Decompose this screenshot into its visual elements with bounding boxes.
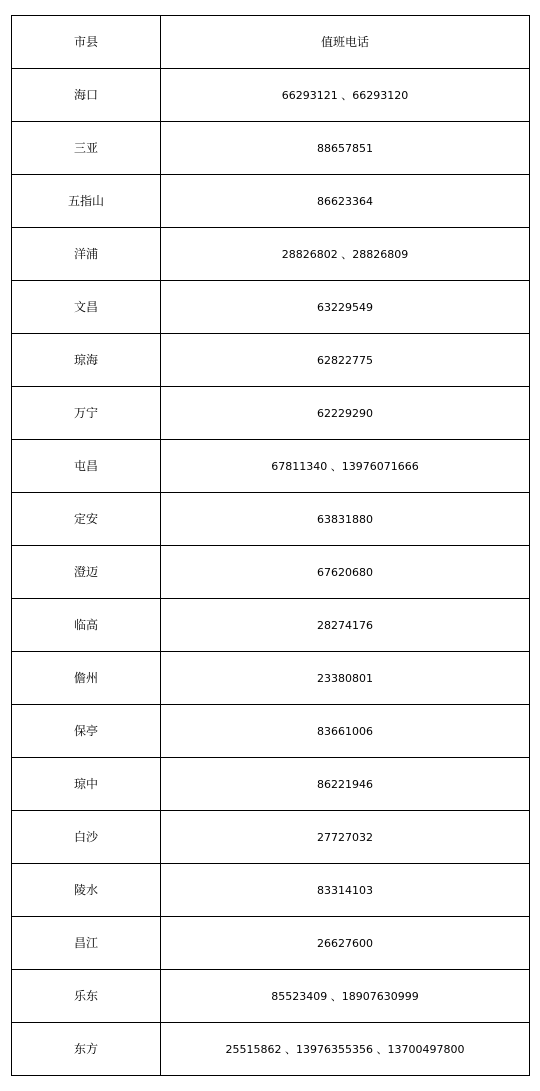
city-cell: 定安 — [12, 493, 161, 546]
city-cell: 洋浦 — [12, 228, 161, 281]
city-cell: 儋州 — [12, 652, 161, 705]
city-cell: 乐东 — [12, 970, 161, 1023]
phone-cell: 67620680 — [161, 546, 530, 599]
phone-cell: 63831880 — [161, 493, 530, 546]
phone-cell: 62229290 — [161, 387, 530, 440]
city-cell: 临高 — [12, 599, 161, 652]
phone-cell: 63229549 — [161, 281, 530, 334]
phone-cell: 88657851 — [161, 122, 530, 175]
table-row — [12, 69, 530, 122]
city-cell: 琼中 — [12, 758, 161, 811]
phone-cell: 25515862 、13976355356 、13700497800 — [161, 1023, 530, 1076]
phone-cell: 28274176 — [161, 599, 530, 652]
city-cell: 万宁 — [12, 387, 161, 440]
phone-cell: 67811340 、13976071666 — [161, 440, 530, 493]
phone-cell: 23380801 — [161, 652, 530, 705]
table-row — [12, 970, 530, 1023]
phone-cell: 83661006 — [161, 705, 530, 758]
table-row — [12, 1023, 530, 1076]
city-cell: 琼海 — [12, 334, 161, 387]
table-row — [12, 652, 530, 705]
city-cell: 海口 — [12, 69, 161, 122]
city-cell: 五指山 — [12, 175, 161, 228]
table-row — [12, 334, 530, 387]
city-cell: 白沙 — [12, 811, 161, 864]
table-row — [12, 758, 530, 811]
phone-cell: 27727032 — [161, 811, 530, 864]
table-row — [12, 122, 530, 175]
phone-cell: 28826802 、28826809 — [161, 228, 530, 281]
table-row — [12, 493, 530, 546]
city-cell: 东方 — [12, 1023, 161, 1076]
header-phone: 值班电话 — [161, 16, 530, 69]
table-row — [12, 546, 530, 599]
city-cell: 昌江 — [12, 917, 161, 970]
phone-cell: 86623364 — [161, 175, 530, 228]
city-cell: 陵水 — [12, 864, 161, 917]
phone-cell: 62822775 — [161, 334, 530, 387]
table-row — [12, 228, 530, 281]
city-cell: 三亚 — [12, 122, 161, 175]
city-cell: 保亭 — [12, 705, 161, 758]
table-body — [12, 16, 530, 1076]
table-row — [12, 281, 530, 334]
table-row — [12, 387, 530, 440]
table-row — [12, 864, 530, 917]
city-cell: 文昌 — [12, 281, 161, 334]
table-row — [12, 175, 530, 228]
table-row — [12, 599, 530, 652]
duty-phone-table — [11, 15, 530, 1076]
phone-cell: 86221946 — [161, 758, 530, 811]
table-row — [12, 705, 530, 758]
phone-cell: 85523409 、18907630999 — [161, 970, 530, 1023]
header-city: 市县 — [12, 16, 161, 69]
phone-cell: 26627600 — [161, 917, 530, 970]
city-cell: 澄迈 — [12, 546, 161, 599]
table-header-row — [12, 16, 530, 69]
table-row — [12, 917, 530, 970]
table-row — [12, 811, 530, 864]
phone-cell: 66293121 、66293120 — [161, 69, 530, 122]
city-cell: 屯昌 — [12, 440, 161, 493]
phone-cell: 83314103 — [161, 864, 530, 917]
table-row — [12, 440, 530, 493]
